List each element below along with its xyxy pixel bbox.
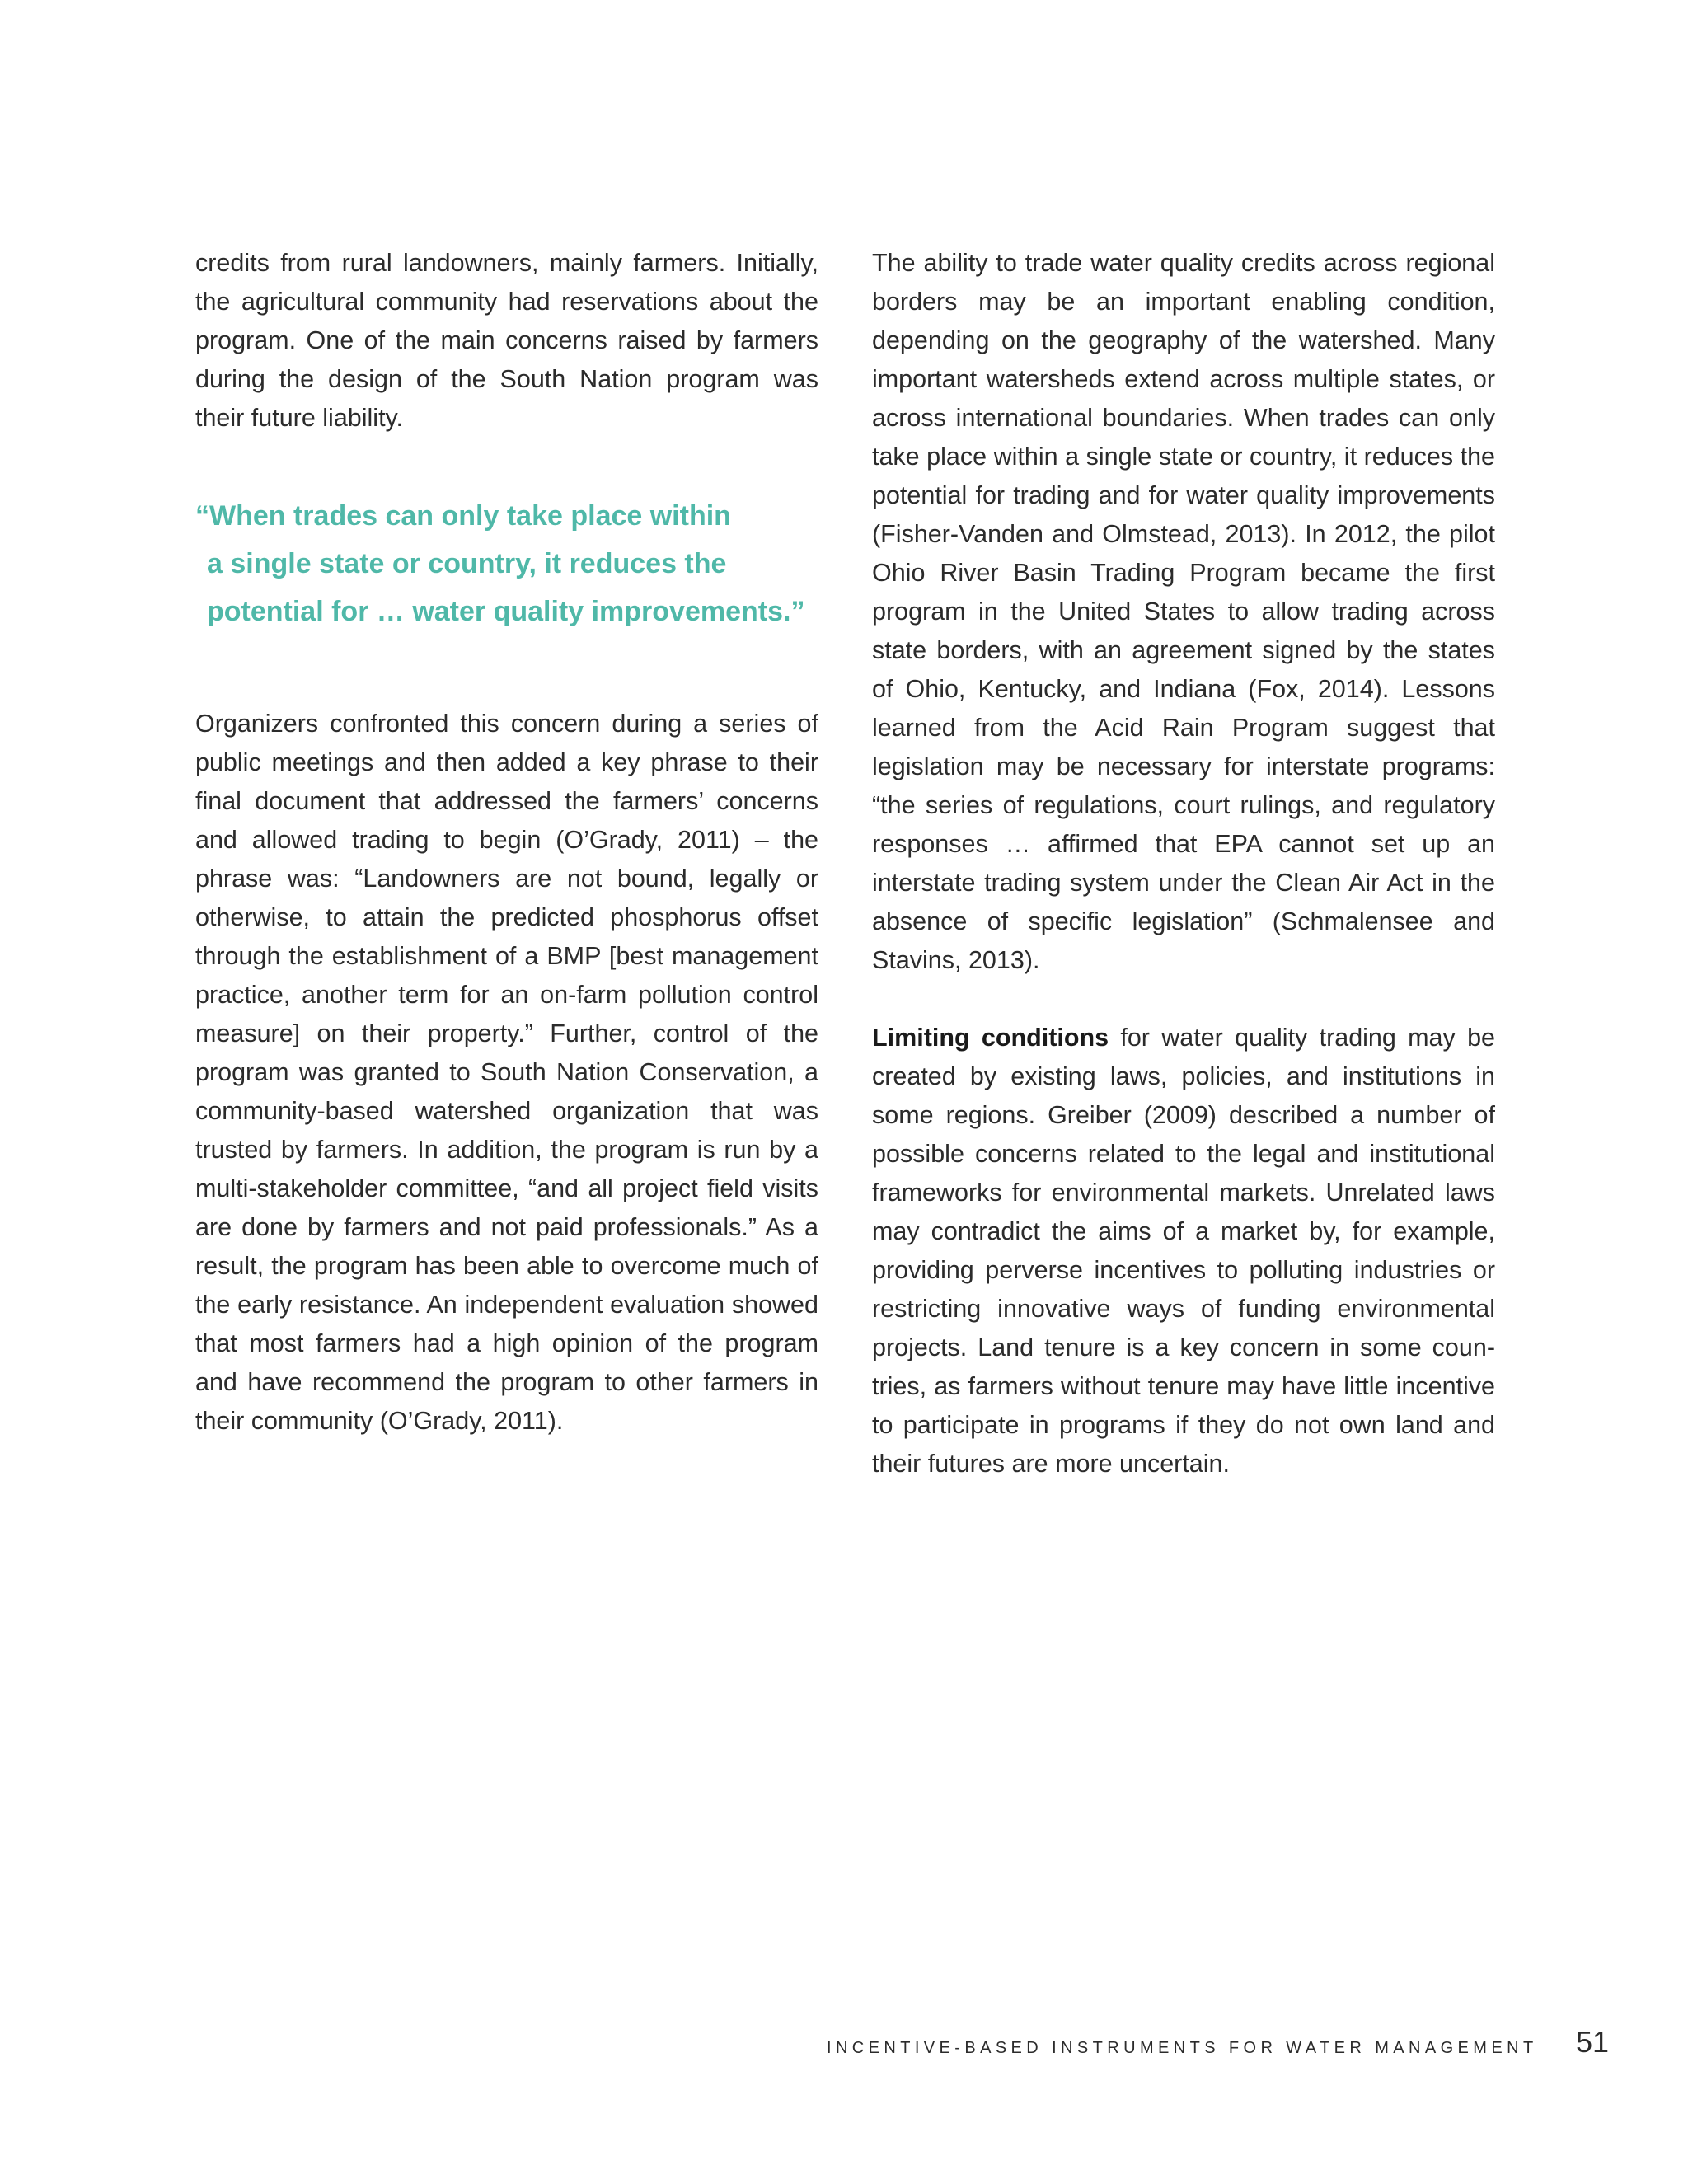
left-column bbox=[195, 244, 818, 1441]
paragraph-spacer bbox=[872, 980, 1495, 1019]
left-paragraph-1: credits from rural landowners, mainly farmers. Initially, the agricultural community had reservations about the program. One of the main concerns raised by farmers during the design of the South Nation program was their future liability. bbox=[195, 249, 818, 432]
pull-quote-line-1: “When trades can only take place within bbox=[195, 500, 731, 532]
pull-quote-line-2: a single state or country, it reduces the bbox=[207, 548, 727, 579]
right-paragraph-2 bbox=[872, 1019, 1495, 1483]
right-paragraph-1: The ability to trade water quality credits across regional borders may be an important enabling condition, depending on the geography of the watershed. Many important watersheds extend across multiple states, or across international boundaries. When trades can only take place within a single state or country, it reduces the potential for trading and for water quality improvements (Fisher-Vanden and Olmstead, 2013). In 2012, the pilot Ohio River Basin Trading Program became the first program in the United States to allow trading across state borders, with an agreement signed by the states of Ohio, Kentucky, and Indiana (Fox, 2014). Lessons learned from the Acid Rain Program suggest that legislation may be necessary for interstate programs: “the series of regulations, court rulings, and regulatory responses … affirmed that EPA cannot set up an interstate trading system under the Clean Air Act in the absence of specific legislation” (Schmalensee and Stavins, 2013). bbox=[872, 249, 1495, 974]
pull-quote-line-3: potential for … water quality improvements.” bbox=[207, 596, 805, 627]
pull-quote bbox=[195, 492, 818, 635]
right-paragraph-2-body: for water quality trading may be created by existing laws, policies, and institutions in some regions. Greiber (2009) described a number of possible concerns related to the legal and institutional frameworks for environmental markets. Unrelated laws may contradict the aims of a market by, for example, providing perverse incentives to polluting industries or restricting innovative ways of funding environmental projects. Land tenure is a key concern in some countries, as farmers without tenure may have little incentive to participate in programs if they do not own land and their futures are more uncertain. bbox=[872, 1024, 1495, 1478]
right-column bbox=[872, 244, 1495, 1483]
page-number: 51 bbox=[1576, 2025, 1610, 2059]
limiting-conditions-heading: Limiting conditions bbox=[872, 1024, 1109, 1052]
left-paragraph-2: Organizers confronted this concern during a series of public meetings and then added a key phrase to their final document that addressed the farmers’ concerns and allowed trading to begin (O’Grady, 2011) – the phrase was: “Landowners are not bound, legally or otherwise, to attain the predicted phosphorus offset through the establishment of a BMP [best management practice, another term for an on-farm pollution control measure] on their property.” Further, control of the program was granted to South Nation Conservation, a community-based watershed organization that was trusted by farmers. In addition, the program is run by a multi-stakeholder committee, “and all project field visits are done by farmers and not paid professionals.” As a result, the program has been able to overcome much of the early resistance. An independent evaluation showed that most farmers had a high opinion of the program and have recommend the program to other farmers in their community (O’Grady, 2011). bbox=[195, 710, 818, 1435]
running-footer-title: INCENTIVE-BASED INSTRUMENTS FOR WATER MANAGEMENT bbox=[827, 2039, 1538, 2057]
